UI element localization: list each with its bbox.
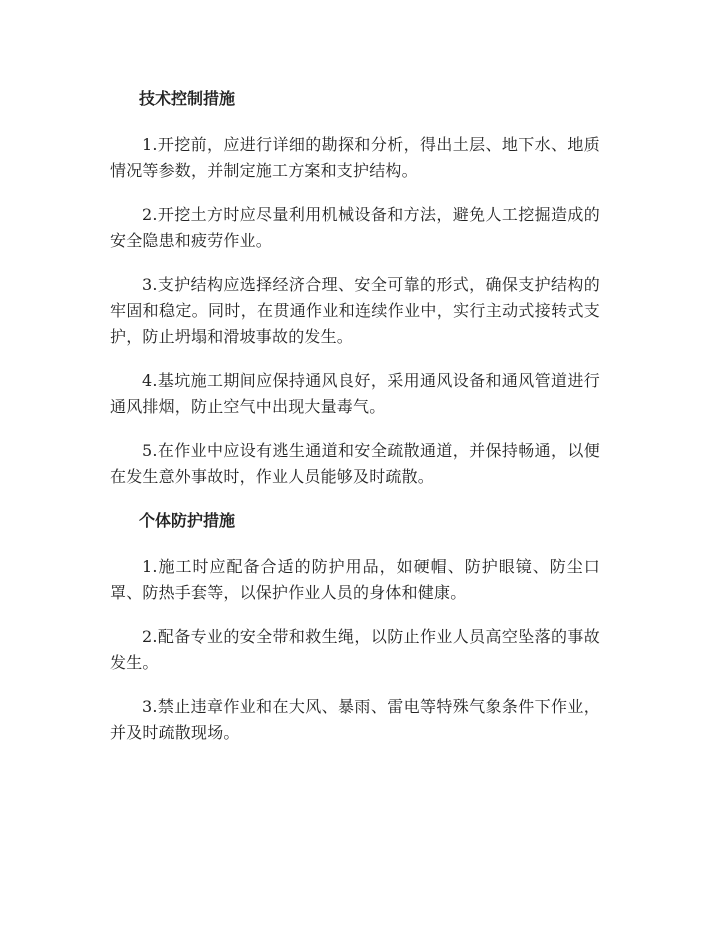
- paragraph-item: 2.开挖土方时应尽量利用机械设备和方法，避免人工挖掘造成的安全隐患和疲劳作业。: [110, 205, 600, 250]
- paragraph-item: 4.基坑施工期间应保持通风良好，采用通风设备和通风管道进行通风排烟，防止空气中出现大量毒气。: [110, 371, 600, 416]
- paragraph-item: 1.施工时应配备合适的防护用品，如硬帽、防护眼镜、防尘口罩、防热手套等，以保护作业人员的身体和健康。: [110, 557, 600, 602]
- section-technical-control: [110, 86, 600, 490]
- paragraph-item: 3.禁止违章作业和在大风、暴雨、雷电等特殊气象条件下作业，并及时疏散现场。: [110, 697, 600, 742]
- paragraph-item: 3.支护结构应选择经济合理、安全可靠的形式，确保支护结构的牢固和稳定。同时，在贯通作业和连续作业中，实行主动式接转式支护，防止坍塌和滑坡事故的发生。: [110, 275, 600, 346]
- paragraph-item: 1.开挖前，应进行详细的勘探和分析，得出土层、地下水、地质情况等参数，并制定施工方案和支护结构。: [110, 135, 600, 180]
- paragraph-item: 5.在作业中应设有逃生通道和安全疏散通道，并保持畅通，以便在发生意外事故时，作业人员能够及时疏散。: [110, 441, 600, 486]
- section-personal-protection: [110, 508, 600, 746]
- paragraph-item: 2.配备专业的安全带和救生绳，以防止作业人员高空坠落的事故发生。: [110, 627, 600, 672]
- section-heading: 技术控制措施: [139, 89, 236, 108]
- section-heading: 个体防护措施: [139, 511, 236, 530]
